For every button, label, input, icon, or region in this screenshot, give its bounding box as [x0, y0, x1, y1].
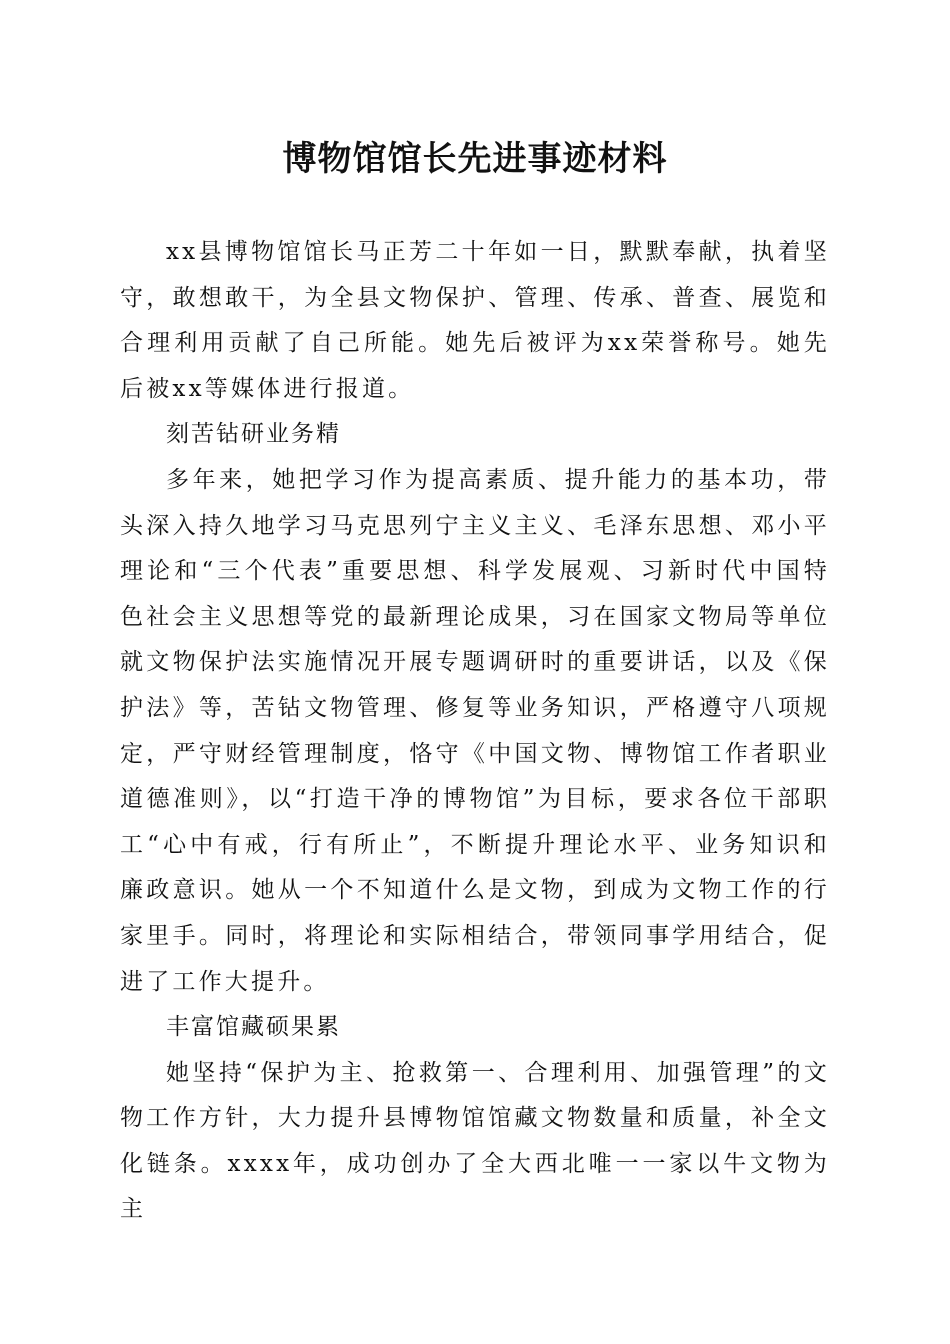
document-title: 博物馆馆长先进事迹材料	[282, 139, 668, 179]
document-body	[120, 230, 830, 1233]
collection-paragraph: 她坚持“保护为主、抢救第一、合理利用、加强管理”的文物工作方针，大力提升县博物馆馆藏文物数量和质量，补全文化链条。xxxx年，成功创办了全大西北唯一一家以牛文物为主	[120, 1059, 830, 1223]
research-paragraph: 多年来，她把学习作为提高素质、提升能力的基本功，带头深入持久地学习马克思列宁主义主义、毛泽东思想、邓小平理论和“三个代表”重要思想、科学发展观、习新时代中国特色社会主义思想等党的最新理论成果，习在国家文物局等单位就文物保护法实施情况开展专题调研时的重要讲话，以及《保护法》等，苦钻文物管理、修复等业务知识，严格遵守八项规定，严守财经管理制度，恪守《中国文物、博物馆工作者职业道德准则》，以“打造干净的博物馆”为目标，要求各位干部职工“心中有戒，行有所止”，不断提升理论水平、业务知识和廉政意识。她从一个不知道什么是文物，到成为文物工作的行家里手。同时，将理论和实际相结合，带领同事学用结合，促进了工作大提升。	[120, 466, 830, 995]
section-heading-research: 刻苦钻研业务精	[166, 421, 341, 448]
section-heading-collection: 丰富馆藏硕果累	[166, 1014, 341, 1041]
intro-paragraph: xx县博物馆馆长马正芳二十年如一日，默默奉献，执着坚守，敢想敢干，为全县文物保护、管理、传承、普查、展览和合理利用贡献了自己所能。她先后被评为xx荣誉称号。她先后被xx等媒体进行报道。	[120, 239, 830, 402]
